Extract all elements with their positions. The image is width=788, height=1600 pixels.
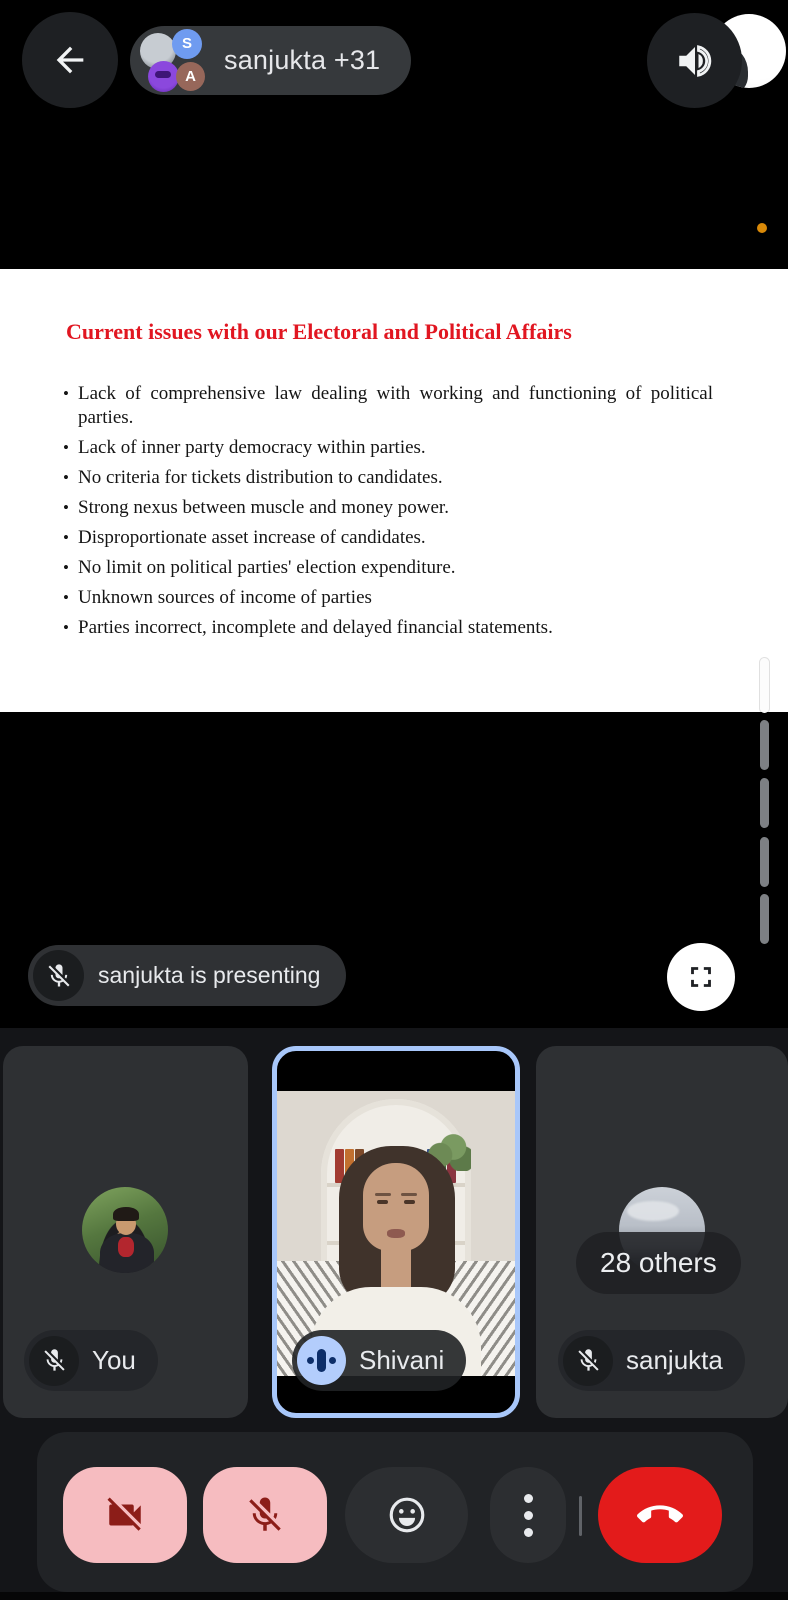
camera-toggle-button[interactable] bbox=[63, 1467, 187, 1563]
slide-bullet-list bbox=[63, 382, 713, 646]
fullscreen-icon bbox=[684, 960, 718, 994]
avatar-initial-s: S bbox=[172, 29, 202, 59]
more-vert-icon bbox=[524, 1494, 533, 1537]
sanjukta-name-pill bbox=[558, 1330, 745, 1391]
meeting-info-pill[interactable] bbox=[130, 26, 411, 95]
mic-muted-chip bbox=[29, 1336, 79, 1386]
videocam-off-icon bbox=[104, 1494, 146, 1536]
others-count-pill[interactable]: 28 others bbox=[576, 1232, 741, 1294]
scrollbar-thumb[interactable] bbox=[760, 658, 769, 713]
shivani-name-pill bbox=[292, 1330, 466, 1391]
avatar-detail bbox=[627, 1201, 679, 1221]
mic-off-icon bbox=[575, 1347, 602, 1374]
slide-bullet: • No criteria for tickets distribution to candidates. bbox=[63, 466, 713, 490]
scrollbar-dash bbox=[760, 720, 769, 770]
audio-level-icon bbox=[297, 1336, 346, 1385]
mic-off-icon bbox=[41, 1347, 68, 1374]
you-avatar bbox=[82, 1187, 168, 1273]
presentation-tile[interactable] bbox=[0, 108, 788, 1028]
slide-bullet: • Parties incorrect, incomplete and delayed financial statements. bbox=[63, 616, 713, 640]
scrollbar-dash bbox=[760, 894, 769, 944]
controls-divider bbox=[579, 1496, 582, 1536]
audio-bar bbox=[317, 1349, 326, 1372]
mic-muted-chip bbox=[563, 1336, 613, 1386]
face-detail bbox=[404, 1200, 415, 1204]
more-options-button[interactable] bbox=[490, 1467, 566, 1563]
bottom-gesture-area bbox=[0, 1592, 788, 1600]
mic-toggle-button[interactable] bbox=[203, 1467, 327, 1563]
participant-name: sanjukta bbox=[626, 1345, 723, 1375]
reactions-button[interactable] bbox=[345, 1467, 468, 1563]
slide-bullet: • Lack of comprehensive law dealing with working and functioning of political parties. bbox=[63, 382, 713, 430]
mic-muted-chip bbox=[33, 950, 84, 1001]
participant-name: Shivani bbox=[359, 1345, 445, 1375]
slide-bullet: • Lack of inner party democracy within parties. bbox=[63, 436, 713, 460]
avatar-detail bbox=[118, 1237, 134, 1257]
presenting-banner-text: sanjukta is presenting bbox=[98, 962, 321, 988]
slide-bullet: • Unknown sources of income of parties bbox=[63, 586, 713, 610]
smiley-icon bbox=[385, 1493, 429, 1537]
scrollbar-dash bbox=[760, 778, 769, 828]
avatar-purple-emoji bbox=[148, 61, 179, 92]
mic-off-icon bbox=[45, 962, 73, 990]
slide-bullet: • No limit on political parties' election expenditure. bbox=[63, 556, 713, 580]
audio-output-button[interactable] bbox=[647, 13, 742, 108]
audio-dot bbox=[329, 1357, 336, 1364]
arrow-left-icon bbox=[50, 40, 90, 80]
face-detail bbox=[377, 1200, 388, 1204]
participant-name: You bbox=[92, 1345, 136, 1375]
call-end-icon bbox=[637, 1492, 683, 1538]
back-button[interactable] bbox=[22, 12, 118, 108]
shared-slide bbox=[0, 269, 788, 712]
fullscreen-button[interactable] bbox=[667, 943, 735, 1011]
meeting-title: sanjukta +31 bbox=[224, 45, 381, 75]
mic-off-icon bbox=[244, 1494, 286, 1536]
avatar-initial-a: A bbox=[176, 62, 205, 91]
person-face bbox=[363, 1163, 429, 1251]
slide-title: Current issues with our Electoral and Political Affairs bbox=[66, 319, 572, 344]
speaker-icon bbox=[674, 40, 716, 82]
face-detail bbox=[387, 1229, 405, 1238]
slide-bullet: • Strong nexus between muscle and money power. bbox=[63, 496, 713, 520]
scrollbar-dash bbox=[760, 837, 769, 887]
participant-avatar-cluster bbox=[140, 28, 206, 94]
face-detail bbox=[401, 1193, 417, 1196]
presenting-banner bbox=[28, 945, 346, 1006]
audio-dot bbox=[307, 1357, 314, 1364]
end-call-button[interactable] bbox=[598, 1467, 722, 1563]
face-detail bbox=[375, 1193, 391, 1196]
camera-active-indicator bbox=[757, 223, 767, 233]
slide-bullet: • Disproportionate asset increase of candidates. bbox=[63, 526, 713, 550]
you-name-pill bbox=[24, 1330, 158, 1391]
avatar-detail bbox=[113, 1207, 139, 1221]
